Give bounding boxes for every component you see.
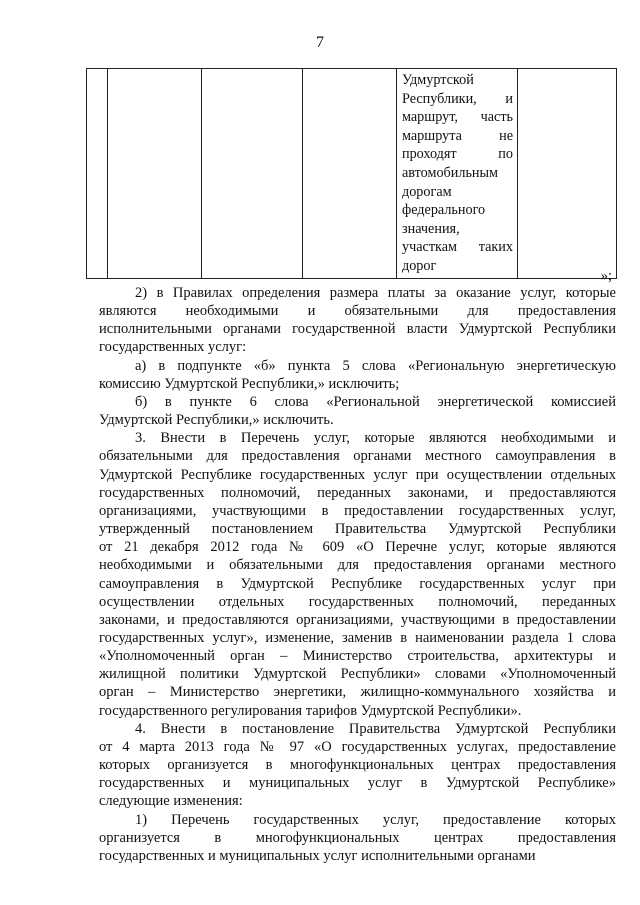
table-cell [518, 69, 617, 279]
text-line: необходимыми и обязательными для предоставления органами местного [99, 557, 616, 574]
text-line: Удмуртской Республике государственных услуг при осуществлении отдельных [99, 466, 616, 483]
text-line: 2) в Правилах определения размера платы за оказание услуг, которые [135, 285, 616, 301]
text-line: государственных и муниципальных услуг исполнительными органами [99, 847, 536, 864]
text-line: организуется в многофункциональных центрах предоставления [99, 829, 616, 846]
text-line: государственных услуг», изменение, заменив в наименовании раздела 1 слова [99, 629, 616, 646]
document-body [99, 284, 616, 865]
paragraph-p4 [99, 720, 616, 811]
table-cell [87, 69, 108, 279]
table-cell-line: автомобильным [402, 164, 499, 181]
table-cell-line: Удмуртской [402, 72, 474, 88]
table-cell-line: маршрут, часть [402, 109, 513, 126]
table-cell-line: маршрута не [402, 127, 513, 144]
paragraph-p2 [99, 284, 616, 357]
text-line: организациями, участвующими в предоставлении государственных услуг, [99, 502, 616, 519]
paragraph-p2b [99, 393, 616, 429]
text-line: осуществлении отдельных государственных полномочий, переданных [99, 593, 616, 610]
text-line: «Уполномоченный орган – Министерство строительства, архитектуры и [99, 648, 616, 665]
text-line: 4. Внести в постановление Правительства Удмуртской Республики [135, 720, 616, 737]
text-line: от 21 декабря 2012 года № 609 «О Перечне услуг, которые являются [99, 539, 616, 556]
text-line: являются необходимыми и обязательными для предоставления [99, 303, 616, 320]
table-row [87, 69, 617, 279]
text-line: а) в подпункте «б» пункта 5 слова «Региональную энергетическую [135, 357, 616, 374]
table-cell-line: дорог [402, 257, 437, 274]
text-line: следующие изменения: [99, 793, 243, 810]
continued-table [86, 68, 617, 279]
page-number: 7 [316, 34, 324, 51]
table-cell-line: участкам таких [402, 239, 513, 256]
text-line: законами, и предоставляются организациями, участвующими в предоставлении [99, 611, 616, 628]
text-line: б) в пункте 6 слова «Региональной энергетической комиссией [135, 393, 616, 410]
text-line: Удмуртской Республики,» исключить. [99, 412, 334, 429]
paragraph-p4-1 [99, 811, 616, 865]
text-line: государственных и муниципальных услуг в Удмуртской Республике» [99, 775, 616, 792]
text-line: самоуправления в Удмуртской Республике государственных услуг при [99, 575, 616, 592]
table-cell [108, 69, 202, 279]
table-cell-route-description [397, 69, 518, 279]
text-line: 3. Внести в Перечень услуг, которые являются необходимыми и [135, 430, 616, 447]
text-line: жилищной политики Удмуртской Республики» словами «Уполномоченный [99, 666, 616, 683]
text-line: государственных услуг: [99, 339, 247, 356]
closing-quote-mark: »; [600, 268, 612, 284]
paragraph-p2a [99, 357, 616, 393]
paragraph-p3 [99, 429, 616, 720]
text-line: исполнительными органами государственной власти Удмуртской Республики [99, 321, 616, 338]
table-cell-line: проходят по [402, 146, 513, 163]
text-line: которых организуется в многофункциональных центрах предоставления [99, 757, 616, 774]
text-line: комиссию Удмуртской Республики,» исключить; [99, 375, 400, 392]
table-cell-line: Республики, и [402, 90, 513, 107]
table-cell-line: дорогам [402, 183, 452, 200]
text-line: утвержденный постановлением Правительства Удмуртской Республики [99, 521, 616, 538]
table-cell [303, 69, 397, 279]
text-line: орган – Министерство энергетики, жилищно-коммунального хозяйства и [99, 684, 616, 701]
text-line: государственного регулирования тарифов Удмуртской Республики». [99, 702, 522, 719]
text-line: обязательными для предоставления органами местного самоуправления в [99, 448, 616, 465]
text-line: государственных полномочий, переданных законами, и предоставляются [99, 484, 616, 501]
table-cell-line: значения, [402, 220, 460, 237]
text-line: от 4 марта 2013 года № 97 «О государственных услугах, предоставление [99, 738, 616, 755]
text-line: 1) Перечень государственных услуг, предоставление которых [135, 811, 616, 828]
table-cell-line: федерального [402, 202, 486, 219]
table-cell [202, 69, 303, 279]
